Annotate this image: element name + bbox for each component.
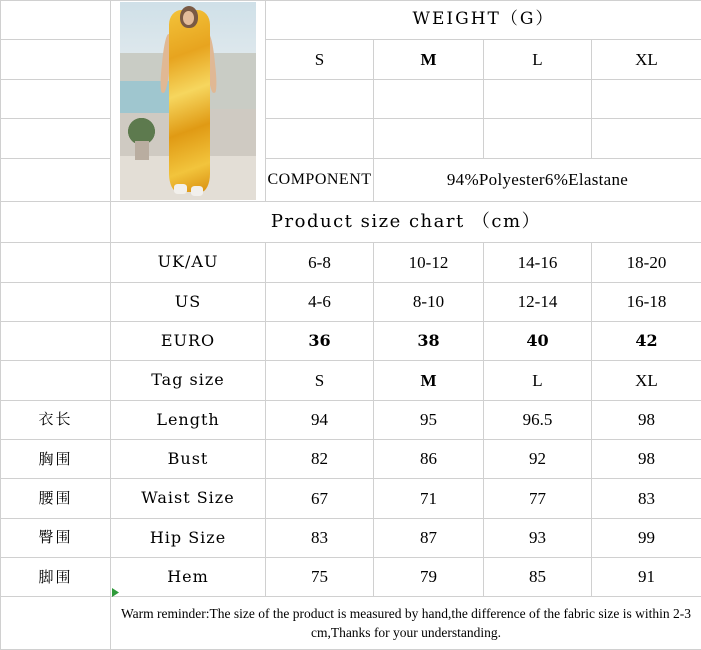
row-value-cell [484, 518, 592, 557]
uk-au-xl: 18-20 [626, 252, 667, 272]
row-value-cell [266, 243, 374, 282]
hem-s: 75 [311, 567, 328, 587]
weight-title: WEIGHT（G） [412, 9, 555, 30]
hem-xl: 91 [638, 567, 655, 587]
row-value-cell [592, 361, 701, 400]
empty-cell [1, 1, 111, 40]
row-label-cell [111, 282, 266, 321]
row-value-cell [266, 479, 374, 518]
weight-size-m-cell [374, 40, 484, 79]
row-label-cell [111, 518, 266, 557]
table-row [1, 159, 701, 201]
row-cn-label-cell [1, 321, 111, 360]
row-value-cell [266, 440, 374, 479]
empty-cell [484, 119, 592, 159]
row-cn-label-length: 衣长 [38, 410, 73, 429]
row-value-cell [374, 518, 484, 557]
row-value-cell [374, 479, 484, 518]
row-cn-label-cell [1, 518, 111, 557]
hip-s: 83 [311, 528, 328, 548]
table-row [1, 1, 701, 40]
bust-s: 82 [311, 449, 328, 469]
uk-au-s: 6-8 [308, 252, 331, 272]
row-cn-label-cell [1, 243, 111, 282]
row-cn-label-cell [1, 282, 111, 321]
chart-title: Product size chart （cm） [270, 210, 542, 232]
row-label-bust: Bust [167, 448, 209, 468]
table-row [1, 361, 701, 400]
row-value-cell [592, 558, 701, 597]
table-row [1, 243, 701, 282]
table-row [1, 79, 701, 118]
component-value-cell [374, 159, 701, 201]
row-value-cell [484, 361, 592, 400]
table-row [1, 518, 701, 557]
waist-l: 77 [529, 488, 546, 508]
row-label-cell [111, 440, 266, 479]
row-value-cell [484, 479, 592, 518]
hem-m: 79 [420, 567, 437, 587]
uk-au-l: 14-16 [517, 252, 558, 272]
component-label-cell [266, 159, 374, 201]
euro-m: 38 [417, 330, 440, 350]
waist-xl: 83 [638, 488, 655, 508]
row-value-cell [266, 282, 374, 321]
tag-size-s: S [314, 370, 325, 390]
row-cn-label-cell [1, 479, 111, 518]
row-value-cell [592, 440, 701, 479]
tag-size-m: M [420, 370, 437, 390]
euro-xl: 42 [635, 330, 658, 350]
hem-l: 85 [529, 567, 546, 587]
row-value-cell [592, 518, 701, 557]
row-value-cell [484, 243, 592, 282]
row-value-cell [374, 558, 484, 597]
tag-size-xl: XL [635, 370, 658, 390]
row-value-cell [374, 400, 484, 439]
empty-cell [1, 597, 111, 650]
weight-size-s: S [314, 49, 325, 69]
row-value-cell [374, 321, 484, 360]
table-row [1, 597, 701, 650]
row-label-hip: Hip Size [149, 527, 227, 547]
row-cn-label-cell [1, 440, 111, 479]
product-photo-cell [111, 1, 266, 202]
row-label-tag-size: Tag size [151, 370, 225, 390]
row-cn-label-cell [1, 400, 111, 439]
hip-m: 87 [420, 528, 437, 548]
weight-value-l-cell [484, 79, 592, 118]
row-value-cell [484, 558, 592, 597]
weight-value-m-cell [374, 79, 484, 118]
weight-size-xl-cell [592, 40, 701, 79]
table-row [1, 40, 701, 79]
table-row [1, 201, 701, 242]
weight-value-s-cell [266, 79, 374, 118]
table-row [1, 440, 701, 479]
bust-m: 86 [420, 449, 437, 469]
empty-cell [592, 119, 701, 159]
row-cn-label-cell [1, 361, 111, 400]
row-label-euro: EURO [160, 330, 216, 350]
row-label-waist: Waist Size [141, 488, 235, 508]
row-value-cell [484, 282, 592, 321]
empty-cell [1, 119, 111, 159]
row-value-cell [484, 321, 592, 360]
row-value-cell [592, 243, 701, 282]
length-l: 96.5 [522, 410, 553, 430]
empty-cell [1, 79, 111, 118]
us-m: 8-10 [412, 291, 445, 311]
uk-au-m: 10-12 [408, 252, 449, 272]
empty-cell [1, 159, 111, 201]
weight-size-s-cell [266, 40, 374, 79]
row-value-cell [592, 282, 701, 321]
row-cn-label-cell [1, 558, 111, 597]
length-m: 95 [420, 410, 437, 430]
euro-l: 40 [526, 330, 549, 350]
row-label-us: US [174, 291, 202, 311]
row-value-cell [592, 321, 701, 360]
empty-cell [1, 40, 111, 79]
us-xl: 16-18 [626, 291, 667, 311]
row-cn-label-hem: 脚围 [38, 567, 73, 586]
warm-reminder-cell [111, 597, 701, 650]
empty-cell [266, 119, 374, 159]
hip-l: 93 [529, 528, 546, 548]
length-s: 94 [311, 410, 328, 430]
row-cn-label-bust: 胸围 [38, 449, 73, 468]
row-value-cell [592, 479, 701, 518]
row-cn-label-hip: 臀围 [38, 528, 73, 547]
table-row [1, 479, 701, 518]
row-label-cell [111, 558, 266, 597]
row-label-length: Length [156, 409, 220, 429]
weight-size-m: M [420, 49, 437, 69]
empty-cell [374, 119, 484, 159]
row-value-cell [266, 321, 374, 360]
table-row [1, 400, 701, 439]
table-row [1, 282, 701, 321]
bust-l: 92 [529, 449, 546, 469]
row-value-cell [374, 282, 484, 321]
tag-size-l: L [532, 370, 543, 390]
row-value-cell [266, 558, 374, 597]
length-xl: 98 [638, 410, 655, 430]
row-value-cell [592, 400, 701, 439]
hip-xl: 99 [638, 528, 655, 548]
row-label-cell [111, 400, 266, 439]
euro-s: 36 [308, 330, 331, 350]
row-value-cell [374, 440, 484, 479]
row-label-cell [111, 243, 266, 282]
component-label: COMPONENT [267, 170, 372, 188]
row-label-cell [111, 321, 266, 360]
row-cn-label-waist: 腰围 [38, 488, 73, 507]
us-l: 12-14 [517, 291, 558, 311]
row-label-hem: Hem [167, 567, 209, 587]
bust-xl: 98 [638, 449, 655, 469]
chart-title-cell [111, 201, 701, 242]
row-value-cell [484, 400, 592, 439]
row-value-cell [266, 400, 374, 439]
us-s: 4-6 [308, 291, 331, 311]
row-value-cell [266, 361, 374, 400]
table-row [1, 321, 701, 360]
waist-m: 71 [420, 488, 437, 508]
weight-size-xl: XL [635, 49, 658, 69]
weight-value-xl-cell [592, 79, 701, 118]
warm-reminder-text: Warm reminder:The size of the product is measured by hand,the difference of the fabric size is within 2-3 cm,Thanks for your understanding. [121, 605, 691, 641]
weight-size-l-cell [484, 40, 592, 79]
product-photo [120, 2, 256, 200]
row-value-cell [266, 518, 374, 557]
weight-size-l: L [532, 49, 543, 69]
weight-title-cell [266, 1, 701, 40]
row-value-cell [374, 361, 484, 400]
table-row [1, 119, 701, 159]
row-value-cell [484, 440, 592, 479]
row-label-uk-au: UK/AU [157, 252, 219, 272]
waist-s: 67 [311, 488, 328, 508]
row-value-cell [374, 243, 484, 282]
table-row [1, 558, 701, 597]
row-label-cell [111, 479, 266, 518]
empty-cell [1, 201, 111, 242]
component-value: 94%Polyester6%Elastane [446, 170, 629, 190]
row-label-cell [111, 361, 266, 400]
